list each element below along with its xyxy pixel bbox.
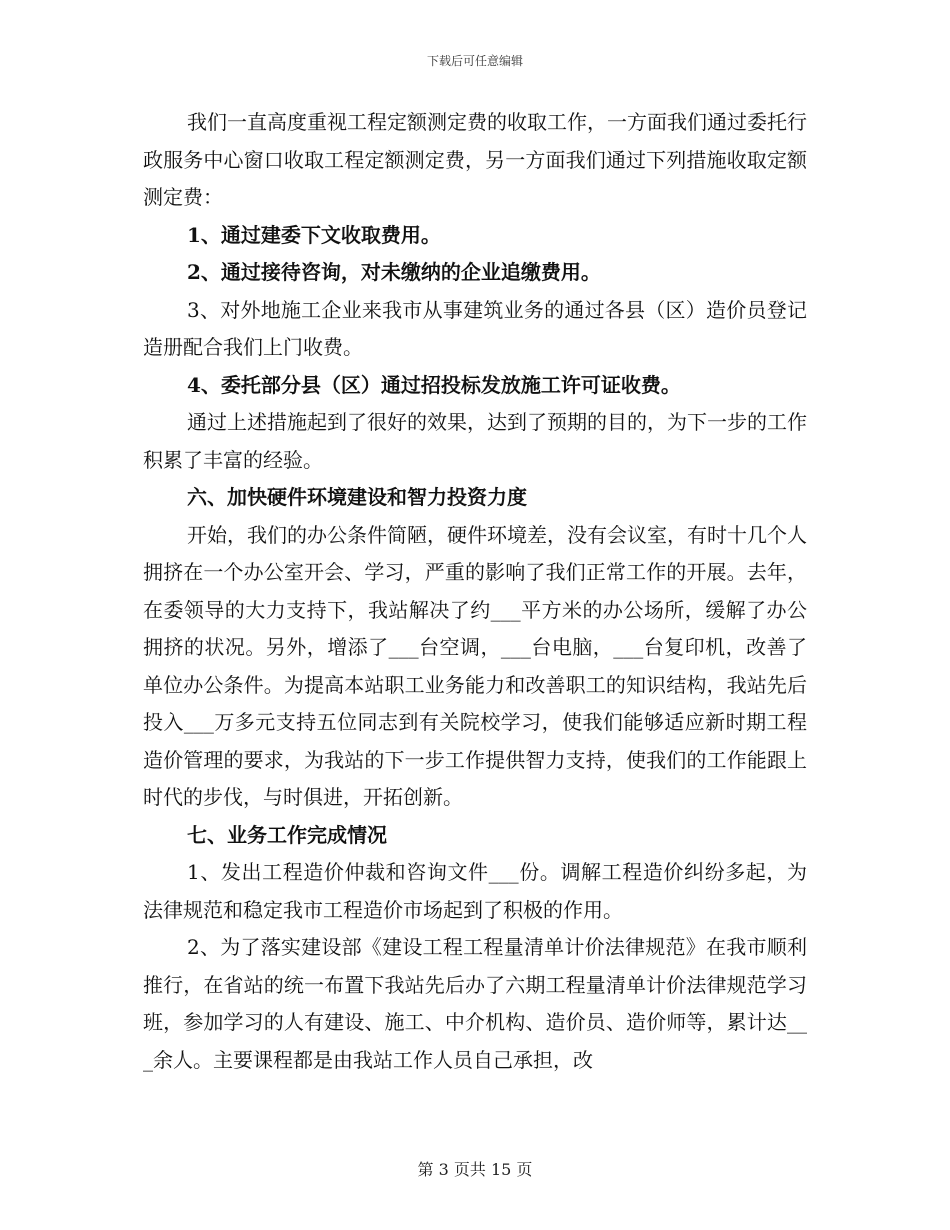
list-item-3: 3、对外地施工企业来我市从事建筑业务的通过各县（区）造价员登记造册配合我们上门收费。 bbox=[143, 297, 807, 359]
paragraph-results: 通过上述措施起到了很好的效果，达到了预期的目的，为下一步的工作积累了丰富的经验。 bbox=[143, 410, 807, 472]
list-item-1: 1、通过建委下文收取费用。 bbox=[187, 222, 441, 247]
section-heading-six: 六、加快硬件环境建设和智力投资力度 bbox=[187, 485, 527, 509]
paragraph-hardware: 开始，我们的办公条件简陋，硬件环境差，没有会议室，有时十几个人拥挤在一个办公室开会、学习，严重的影响了我们正常工作的开展。去年，在委领导的大力支持下，我站解决了约___平方米的办公场所，缓解了办公拥挤的状况。另外，增添了___台空调，___台电脑，___台复印机，改善了单位办公条件。为提高本站职工业务能力和改善职工的知识结构，我站先后投入___万多元支持五位同志到有关院校学习，使我们能够适应新时期工程造价管理的要求，为我站的下一步工作提供智力支持，使我们的工作能跟上时代的步伐，与时俱进，开拓创新。 bbox=[143, 522, 807, 809]
list-item-2: 2、通过接待咨询，对未缴纳的企业追缴费用。 bbox=[187, 260, 601, 284]
page-footer: 第 3 页共 15 页 bbox=[417, 1160, 533, 1179]
section-heading-seven: 七、业务工作完成情况 bbox=[187, 822, 387, 847]
list-item-4: 4、委托部分县（区）通过招投标发放施工许可证收费。 bbox=[187, 372, 681, 397]
document-body bbox=[143, 104, 807, 1079]
paragraph-training: 2、为了落实建设部《建设工程工程量清单计价法律规范》在我市顺利推行，在省站的统一布置下我站先后办了六期工程量清单计价法律规范学习班，参加学习的人有建设、施工、中介机构、造价员、造价师等，累计达___余人。主要课程都是由我站工作人员自己承担，改 bbox=[143, 935, 807, 1072]
page-header: 下载后可任意编辑 bbox=[426, 54, 523, 68]
paragraph-fee-collection-intro: 我们一直高度重视工程定额测定费的收取工作，一方面我们通过委托行政服务中心窗口收取工程定额测定费，另一方面我们通过下列措施收取定额测定费： bbox=[143, 110, 807, 209]
paragraph-arbitration: 1、发出工程造价仲裁和咨询文件___份。调解工程造价纠纷多起，为法律规范和稳定我市工程造价市场起到了积极的作用。 bbox=[143, 860, 807, 922]
